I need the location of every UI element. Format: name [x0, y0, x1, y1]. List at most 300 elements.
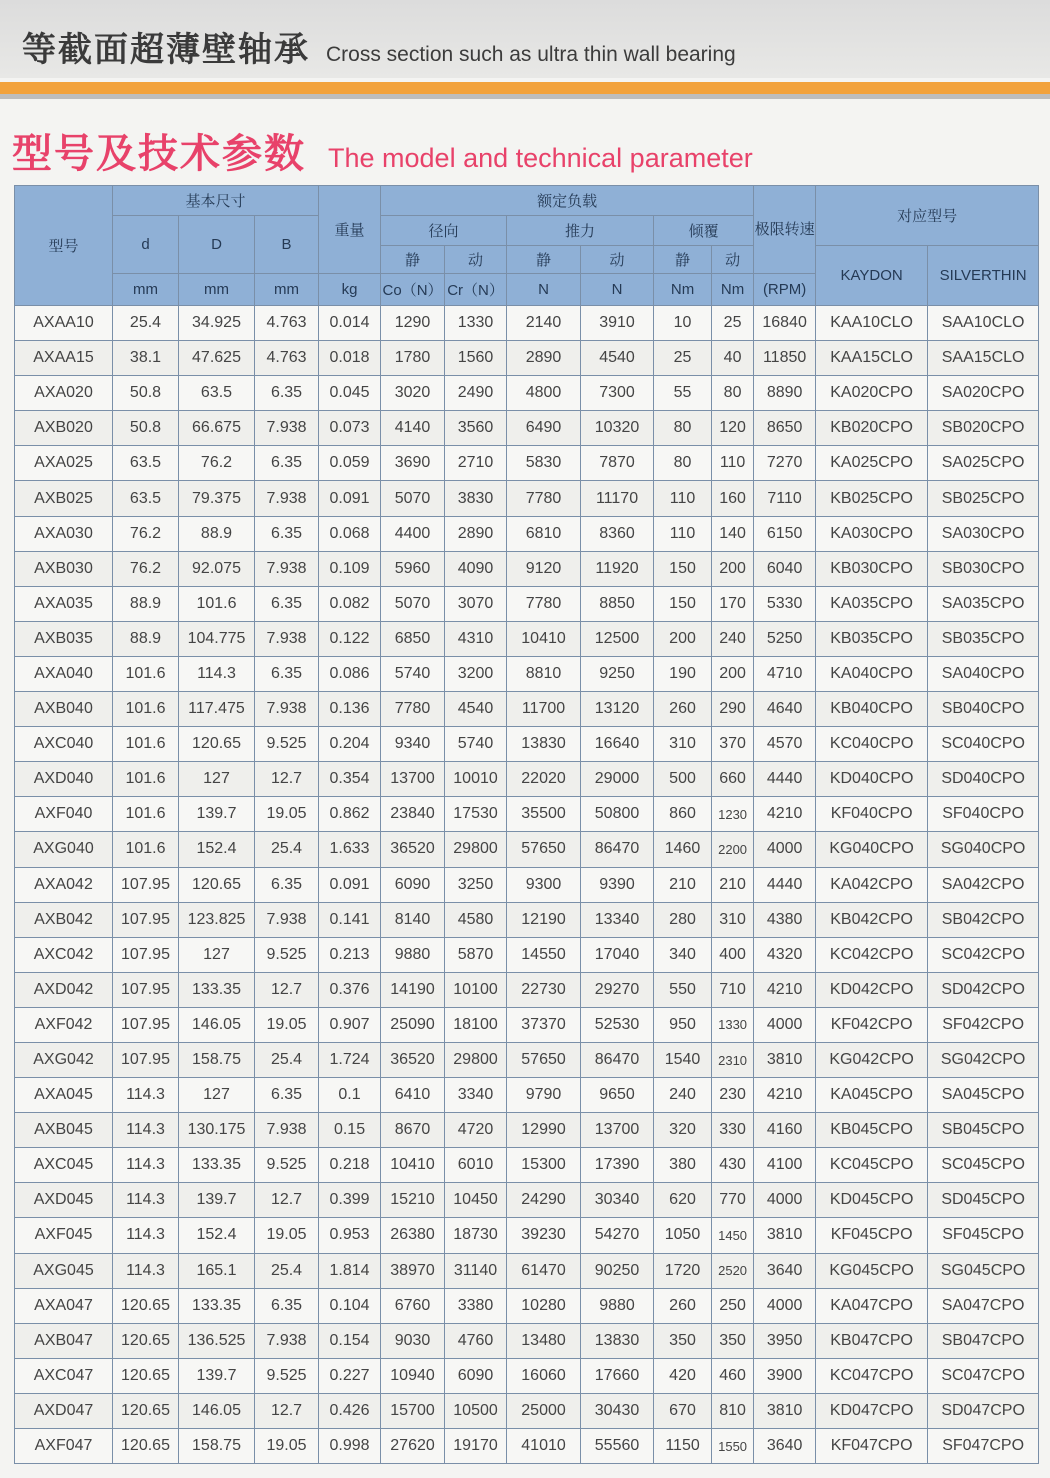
- cell-thrust-dynamic: 17390: [581, 1148, 654, 1183]
- cell-radial-dynamic: 1560: [445, 341, 507, 376]
- cell-D: 47.625: [179, 341, 255, 376]
- cell-silverthin-model: SF042CPO: [928, 1007, 1039, 1042]
- cell-weight: 0.376: [319, 972, 381, 1007]
- cell-radial-static: 4400: [381, 516, 445, 551]
- cell-B: 7.938: [255, 902, 319, 937]
- cell-overturning-dynamic: 660: [712, 762, 754, 797]
- cell-silverthin-model: SB045CPO: [928, 1113, 1039, 1148]
- cell-B: 12.7: [255, 1393, 319, 1428]
- cell-d: 88.9: [113, 621, 179, 656]
- table-row: [15, 1253, 1039, 1288]
- table-row: [15, 1113, 1039, 1148]
- cell-speed-limit: 4440: [754, 867, 816, 902]
- cell-thrust-dynamic: 10320: [581, 411, 654, 446]
- cell-overturning-dynamic: 310: [712, 902, 754, 937]
- cell-model: AXB042: [15, 902, 113, 937]
- cell-B: 12.7: [255, 762, 319, 797]
- cell-speed-limit: 4640: [754, 692, 816, 727]
- table-row: [15, 341, 1039, 376]
- cell-D: 63.5: [179, 376, 255, 411]
- cell-thrust-dynamic: 9250: [581, 656, 654, 691]
- cell-B: 6.35: [255, 1078, 319, 1113]
- table-row: [15, 1393, 1039, 1428]
- cell-B: 6.35: [255, 516, 319, 551]
- cell-thrust-dynamic: 86470: [581, 832, 654, 867]
- cell-d: 107.95: [113, 937, 179, 972]
- cell-weight: 1.814: [319, 1253, 381, 1288]
- cell-silverthin-model: SB020CPO: [928, 411, 1039, 446]
- cell-thrust-static: 6490: [507, 411, 581, 446]
- cell-silverthin-model: SF047CPO: [928, 1429, 1039, 1464]
- cell-d: 114.3: [113, 1218, 179, 1253]
- cell-D: 127: [179, 762, 255, 797]
- cell-kaydon-model: KB047CPO: [816, 1323, 928, 1358]
- cell-silverthin-model: SC042CPO: [928, 937, 1039, 972]
- cell-weight: 0.907: [319, 1007, 381, 1042]
- cell-kaydon-model: KF042CPO: [816, 1007, 928, 1042]
- cell-weight: 0.204: [319, 727, 381, 762]
- cell-silverthin-model: SF045CPO: [928, 1218, 1039, 1253]
- cell-radial-dynamic: 3250: [445, 867, 507, 902]
- table-row: [15, 1358, 1039, 1393]
- cell-d: 107.95: [113, 902, 179, 937]
- cell-overturning-dynamic: 250: [712, 1288, 754, 1323]
- table-row: [15, 727, 1039, 762]
- cell-B: 6.35: [255, 446, 319, 481]
- cell-overturning-dynamic: 40: [712, 341, 754, 376]
- header-D: D: [179, 216, 255, 274]
- cell-radial-dynamic: 29800: [445, 832, 507, 867]
- cell-D: 130.175: [179, 1113, 255, 1148]
- cell-kaydon-model: KF040CPO: [816, 797, 928, 832]
- cell-overturning-static: 200: [654, 621, 712, 656]
- cell-radial-static: 10410: [381, 1148, 445, 1183]
- cell-radial-static: 5070: [381, 481, 445, 516]
- header-B: B: [255, 216, 319, 274]
- cell-radial-static: 1780: [381, 341, 445, 376]
- cell-model: AXF040: [15, 797, 113, 832]
- cell-overturning-static: 240: [654, 1078, 712, 1113]
- cell-thrust-dynamic: 8850: [581, 586, 654, 621]
- cell-speed-limit: 4320: [754, 937, 816, 972]
- cell-thrust-dynamic: 17660: [581, 1358, 654, 1393]
- cell-speed-limit: 4000: [754, 1183, 816, 1218]
- parameter-table-wrap: [14, 185, 1038, 1464]
- orange-divider: [0, 82, 1050, 94]
- cell-kaydon-model: KB042CPO: [816, 902, 928, 937]
- cell-thrust-static: 39230: [507, 1218, 581, 1253]
- cell-kaydon-model: KF047CPO: [816, 1429, 928, 1464]
- cell-kaydon-model: KB035CPO: [816, 621, 928, 656]
- cell-silverthin-model: SB042CPO: [928, 902, 1039, 937]
- cell-radial-dynamic: 10450: [445, 1183, 507, 1218]
- header-title-zh: 等截面超薄壁轴承: [22, 30, 310, 70]
- cell-overturning-static: 150: [654, 551, 712, 586]
- cell-overturning-static: 80: [654, 411, 712, 446]
- cell-d: 120.65: [113, 1393, 179, 1428]
- header-basic-dimensions: 基本尺寸: [113, 186, 319, 216]
- cell-weight: 0.018: [319, 341, 381, 376]
- cell-thrust-static: 9790: [507, 1078, 581, 1113]
- cell-model: AXA045: [15, 1078, 113, 1113]
- cell-d: 114.3: [113, 1148, 179, 1183]
- cell-silverthin-model: SA025CPO: [928, 446, 1039, 481]
- cell-radial-static: 3020: [381, 376, 445, 411]
- cell-radial-dynamic: 3200: [445, 656, 507, 691]
- cell-silverthin-model: SF040CPO: [928, 797, 1039, 832]
- table-row: [15, 797, 1039, 832]
- cell-thrust-dynamic: 13700: [581, 1113, 654, 1148]
- cell-radial-static: 6410: [381, 1078, 445, 1113]
- cell-B: 7.938: [255, 692, 319, 727]
- cell-thrust-dynamic: 55560: [581, 1429, 654, 1464]
- cell-thrust-dynamic: 13830: [581, 1323, 654, 1358]
- table-row: [15, 762, 1039, 797]
- cell-B: 25.4: [255, 1253, 319, 1288]
- cell-radial-static: 27620: [381, 1429, 445, 1464]
- cell-d: 120.65: [113, 1358, 179, 1393]
- cell-radial-dynamic: 4720: [445, 1113, 507, 1148]
- cell-speed-limit: 4570: [754, 727, 816, 762]
- unit-overturning-dynamic: Nm: [712, 274, 754, 306]
- cell-thrust-static: 16060: [507, 1358, 581, 1393]
- cell-weight: 1.724: [319, 1042, 381, 1077]
- cell-thrust-static: 10280: [507, 1288, 581, 1323]
- cell-radial-dynamic: 4760: [445, 1323, 507, 1358]
- cell-radial-dynamic: 2710: [445, 446, 507, 481]
- cell-speed-limit: 3810: [754, 1393, 816, 1428]
- cell-weight: 0.213: [319, 937, 381, 972]
- cell-radial-static: 36520: [381, 832, 445, 867]
- cell-overturning-static: 210: [654, 867, 712, 902]
- cell-thrust-static: 41010: [507, 1429, 581, 1464]
- unit-thrust-static: N: [507, 274, 581, 306]
- cell-B: 9.525: [255, 727, 319, 762]
- cell-radial-dynamic: 10100: [445, 972, 507, 1007]
- cell-thrust-static: 13480: [507, 1323, 581, 1358]
- cell-overturning-dynamic: 230: [712, 1078, 754, 1113]
- cell-weight: 0.059: [319, 446, 381, 481]
- cell-d: 50.8: [113, 376, 179, 411]
- cell-thrust-static: 11700: [507, 692, 581, 727]
- unit-cr: Cr（N）: [445, 274, 507, 306]
- cell-weight: 0.15: [319, 1113, 381, 1148]
- cell-radial-dynamic: 19170: [445, 1429, 507, 1464]
- cell-thrust-dynamic: 9880: [581, 1288, 654, 1323]
- cell-weight: 0.091: [319, 481, 381, 516]
- cell-model: AXD042: [15, 972, 113, 1007]
- cell-radial-static: 15700: [381, 1393, 445, 1428]
- cell-thrust-static: 5830: [507, 446, 581, 481]
- cell-B: 6.35: [255, 656, 319, 691]
- cell-model: AXA040: [15, 656, 113, 691]
- cell-thrust-dynamic: 9390: [581, 867, 654, 902]
- cell-radial-static: 4140: [381, 411, 445, 446]
- cell-B: 7.938: [255, 1323, 319, 1358]
- cell-kaydon-model: KA047CPO: [816, 1288, 928, 1323]
- cell-radial-dynamic: 3070: [445, 586, 507, 621]
- cell-radial-dynamic: 5740: [445, 727, 507, 762]
- cell-kaydon-model: KG040CPO: [816, 832, 928, 867]
- cell-thrust-dynamic: 8360: [581, 516, 654, 551]
- cell-kaydon-model: KA035CPO: [816, 586, 928, 621]
- cell-overturning-static: 860: [654, 797, 712, 832]
- cell-thrust-static: 8810: [507, 656, 581, 691]
- cell-d: 88.9: [113, 586, 179, 621]
- cell-thrust-dynamic: 90250: [581, 1253, 654, 1288]
- cell-weight: 0.953: [319, 1218, 381, 1253]
- cell-D: 133.35: [179, 972, 255, 1007]
- cell-model: AXB045: [15, 1113, 113, 1148]
- cell-weight: 0.862: [319, 797, 381, 832]
- cell-silverthin-model: SG045CPO: [928, 1253, 1039, 1288]
- cell-d: 107.95: [113, 867, 179, 902]
- cell-model: AXB040: [15, 692, 113, 727]
- cell-thrust-dynamic: 9650: [581, 1078, 654, 1113]
- section-title-zh: 型号及技术参数: [12, 132, 306, 176]
- cell-overturning-dynamic: 240: [712, 621, 754, 656]
- cell-speed-limit: 4000: [754, 832, 816, 867]
- cell-speed-limit: 4210: [754, 1078, 816, 1113]
- cell-kaydon-model: KA025CPO: [816, 446, 928, 481]
- cell-model: AXC047: [15, 1358, 113, 1393]
- cell-speed-limit: 3810: [754, 1042, 816, 1077]
- cell-weight: 0.154: [319, 1323, 381, 1358]
- cell-kaydon-model: KF045CPO: [816, 1218, 928, 1253]
- cell-radial-dynamic: 17530: [445, 797, 507, 832]
- table-row: [15, 867, 1039, 902]
- cell-overturning-static: 280: [654, 902, 712, 937]
- header-kaydon: KAYDON: [816, 246, 928, 306]
- header-overturning: 倾覆: [654, 216, 754, 246]
- cell-d: 101.6: [113, 762, 179, 797]
- cell-D: 133.35: [179, 1288, 255, 1323]
- cell-radial-dynamic: 4540: [445, 692, 507, 727]
- cell-speed-limit: 3900: [754, 1358, 816, 1393]
- cell-thrust-static: 10410: [507, 621, 581, 656]
- cell-weight: 0.068: [319, 516, 381, 551]
- cell-silverthin-model: SB040CPO: [928, 692, 1039, 727]
- cell-speed-limit: 16840: [754, 306, 816, 341]
- cell-D: 76.2: [179, 446, 255, 481]
- cell-thrust-static: 2890: [507, 341, 581, 376]
- cell-speed-limit: 4100: [754, 1148, 816, 1183]
- cell-thrust-static: 2140: [507, 306, 581, 341]
- table-row: [15, 902, 1039, 937]
- cell-radial-dynamic: 3380: [445, 1288, 507, 1323]
- cell-radial-dynamic: 2490: [445, 376, 507, 411]
- cell-kaydon-model: KC040CPO: [816, 727, 928, 762]
- cell-thrust-dynamic: 13120: [581, 692, 654, 727]
- cell-D: 139.7: [179, 1358, 255, 1393]
- cell-model: AXB030: [15, 551, 113, 586]
- cell-thrust-dynamic: 12500: [581, 621, 654, 656]
- cell-overturning-dynamic: 290: [712, 692, 754, 727]
- cell-overturning-static: 670: [654, 1393, 712, 1428]
- cell-overturning-static: 1720: [654, 1253, 712, 1288]
- cell-d: 76.2: [113, 516, 179, 551]
- cell-model: AXD040: [15, 762, 113, 797]
- cell-model: AXF045: [15, 1218, 113, 1253]
- cell-model: AXF042: [15, 1007, 113, 1042]
- cell-D: 123.825: [179, 902, 255, 937]
- header-weight: 重量: [319, 186, 381, 274]
- cell-D: 34.925: [179, 306, 255, 341]
- cell-speed-limit: 8890: [754, 376, 816, 411]
- cell-thrust-dynamic: 50800: [581, 797, 654, 832]
- cell-thrust-dynamic: 29270: [581, 972, 654, 1007]
- cell-kaydon-model: KA042CPO: [816, 867, 928, 902]
- cell-D: 165.1: [179, 1253, 255, 1288]
- cell-silverthin-model: SG040CPO: [928, 832, 1039, 867]
- cell-d: 63.5: [113, 446, 179, 481]
- cell-overturning-static: 190: [654, 656, 712, 691]
- cell-overturning-dynamic: 350: [712, 1323, 754, 1358]
- cell-radial-static: 5740: [381, 656, 445, 691]
- header-corresponding: 对应型号: [816, 186, 1039, 246]
- unit-overturning-static: Nm: [654, 274, 712, 306]
- cell-model: AXAA15: [15, 341, 113, 376]
- cell-D: 146.05: [179, 1393, 255, 1428]
- header-radial-static: 静: [381, 246, 445, 274]
- cell-B: 19.05: [255, 1429, 319, 1464]
- header-title-en: Cross section such as ultra thin wall bearing: [326, 43, 736, 66]
- cell-radial-static: 36520: [381, 1042, 445, 1077]
- cell-radial-static: 1290: [381, 306, 445, 341]
- cell-radial-static: 25090: [381, 1007, 445, 1042]
- cell-D: 101.6: [179, 586, 255, 621]
- header-thrust-static: 静: [507, 246, 581, 274]
- header-rated-load: 额定负载: [381, 186, 754, 216]
- cell-overturning-dynamic: 210: [712, 867, 754, 902]
- cell-overturning-static: 350: [654, 1323, 712, 1358]
- cell-radial-static: 10940: [381, 1358, 445, 1393]
- section-title: [12, 122, 753, 179]
- cell-d: 101.6: [113, 656, 179, 691]
- cell-D: 152.4: [179, 1218, 255, 1253]
- cell-model: AXC042: [15, 937, 113, 972]
- cell-speed-limit: 6150: [754, 516, 816, 551]
- cell-B: 9.525: [255, 937, 319, 972]
- cell-B: 9.525: [255, 1358, 319, 1393]
- cell-overturning-static: 310: [654, 727, 712, 762]
- section-title-en: The model and technical parameter: [328, 143, 753, 173]
- cell-kaydon-model: KD045CPO: [816, 1183, 928, 1218]
- cell-thrust-dynamic: 30430: [581, 1393, 654, 1428]
- cell-D: 139.7: [179, 797, 255, 832]
- cell-D: 158.75: [179, 1042, 255, 1077]
- cell-radial-static: 23840: [381, 797, 445, 832]
- cell-speed-limit: 3810: [754, 1218, 816, 1253]
- cell-speed-limit: 5330: [754, 586, 816, 621]
- table-row: [15, 1042, 1039, 1077]
- cell-radial-static: 8670: [381, 1113, 445, 1148]
- cell-overturning-static: 260: [654, 1288, 712, 1323]
- cell-D: 88.9: [179, 516, 255, 551]
- cell-weight: 0.086: [319, 656, 381, 691]
- cell-thrust-static: 35500: [507, 797, 581, 832]
- cell-thrust-static: 37370: [507, 1007, 581, 1042]
- cell-radial-static: 9030: [381, 1323, 445, 1358]
- cell-d: 101.6: [113, 727, 179, 762]
- cell-thrust-static: 22020: [507, 762, 581, 797]
- cell-thrust-dynamic: 30340: [581, 1183, 654, 1218]
- cell-weight: 0.1: [319, 1078, 381, 1113]
- cell-D: 92.075: [179, 551, 255, 586]
- cell-thrust-dynamic: 17040: [581, 937, 654, 972]
- cell-B: 19.05: [255, 797, 319, 832]
- cell-B: 9.525: [255, 1148, 319, 1183]
- grey-divider: [0, 94, 1050, 99]
- cell-kaydon-model: KB025CPO: [816, 481, 928, 516]
- cell-speed-limit: 7110: [754, 481, 816, 516]
- cell-D: 114.3: [179, 656, 255, 691]
- table-row: [15, 621, 1039, 656]
- cell-overturning-dynamic: 330: [712, 1113, 754, 1148]
- cell-kaydon-model: KB020CPO: [816, 411, 928, 446]
- cell-weight: 0.104: [319, 1288, 381, 1323]
- cell-silverthin-model: SA047CPO: [928, 1288, 1039, 1323]
- cell-model: AXC045: [15, 1148, 113, 1183]
- table-row: [15, 656, 1039, 691]
- cell-overturning-dynamic: 1450: [712, 1218, 754, 1253]
- cell-D: 120.65: [179, 867, 255, 902]
- cell-d: 107.95: [113, 1007, 179, 1042]
- cell-overturning-dynamic: 810: [712, 1393, 754, 1428]
- cell-overturning-dynamic: 170: [712, 586, 754, 621]
- unit-d: mm: [113, 274, 179, 306]
- cell-thrust-dynamic: 86470: [581, 1042, 654, 1077]
- cell-overturning-static: 420: [654, 1358, 712, 1393]
- cell-thrust-static: 9120: [507, 551, 581, 586]
- cell-overturning-static: 80: [654, 446, 712, 481]
- cell-d: 120.65: [113, 1288, 179, 1323]
- table-row: [15, 1218, 1039, 1253]
- cell-d: 114.3: [113, 1253, 179, 1288]
- table-row: [15, 1007, 1039, 1042]
- cell-silverthin-model: SA040CPO: [928, 656, 1039, 691]
- cell-speed-limit: 7270: [754, 446, 816, 481]
- table-row: [15, 1183, 1039, 1218]
- cell-speed-limit: 6040: [754, 551, 816, 586]
- cell-d: 38.1: [113, 341, 179, 376]
- cell-radial-dynamic: 6010: [445, 1148, 507, 1183]
- cell-B: 6.35: [255, 1288, 319, 1323]
- cell-weight: 0.227: [319, 1358, 381, 1393]
- cell-overturning-static: 260: [654, 692, 712, 727]
- cell-thrust-static: 12990: [507, 1113, 581, 1148]
- cell-silverthin-model: SD042CPO: [928, 972, 1039, 1007]
- cell-model: AXB047: [15, 1323, 113, 1358]
- cell-overturning-static: 550: [654, 972, 712, 1007]
- cell-silverthin-model: SA035CPO: [928, 586, 1039, 621]
- cell-overturning-static: 110: [654, 516, 712, 551]
- cell-weight: 0.109: [319, 551, 381, 586]
- unit-weight: kg: [319, 274, 381, 306]
- cell-thrust-dynamic: 11170: [581, 481, 654, 516]
- cell-silverthin-model: SC047CPO: [928, 1358, 1039, 1393]
- cell-model: AXAA10: [15, 306, 113, 341]
- cell-radial-static: 13700: [381, 762, 445, 797]
- cell-overturning-dynamic: 770: [712, 1183, 754, 1218]
- cell-model: AXA035: [15, 586, 113, 621]
- cell-speed-limit: 4210: [754, 797, 816, 832]
- cell-silverthin-model: SB030CPO: [928, 551, 1039, 586]
- cell-overturning-dynamic: 710: [712, 972, 754, 1007]
- cell-weight: 0.136: [319, 692, 381, 727]
- cell-overturning-static: 1050: [654, 1218, 712, 1253]
- cell-model: AXG045: [15, 1253, 113, 1288]
